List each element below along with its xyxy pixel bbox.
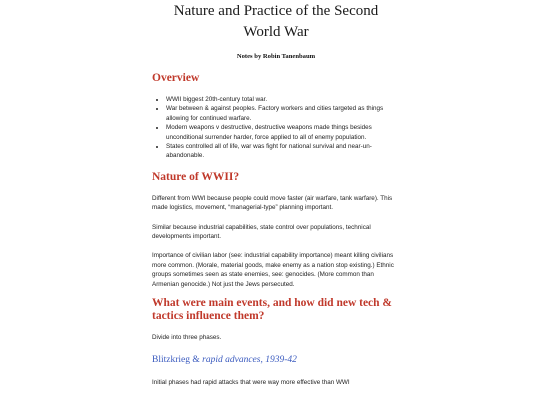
section-heading-events: What were main events, and how did new tech & tactics influence them? — [152, 297, 393, 323]
subheading-ampersand: & — [190, 354, 203, 365]
overview-bullet: • WWII biggest 20th-century total war. — [166, 95, 400, 104]
section-heading-nature: Nature of WWII? — [152, 170, 240, 183]
document-title — [152, 0, 400, 43]
overview-bullet: • States controlled all of life, war was fight for national survival and near-un-abandonable. — [166, 142, 400, 161]
overview-bullet: • War between & against peoples. Factory workers and cities targeted as things allowing for continued warfare. — [166, 104, 400, 123]
document-page — [152, 0, 400, 387]
byline: Notes by Robin Tanenbaum — [236, 53, 316, 60]
subsection-heading-blitzkrieg — [152, 354, 400, 366]
events-intro: Divide into three phases. — [152, 334, 222, 342]
nature-paragraph: Similar because industrial capabilities, state control over populations, technical developments important. — [152, 223, 371, 241]
overview-bullet: • Modern weapons v destructive, destructive weapons made things besides unconditional surrender harder, force applied to all of enemy population. — [166, 123, 400, 142]
overview-bullet-list — [152, 95, 400, 161]
nature-paragraph: Different from WWI because people could move faster (air warfare, tank warfare). This made logistics, movement, “managerial-type” planning important. — [152, 194, 393, 212]
title-line-2: World War — [243, 24, 309, 40]
nature-paragraph: Importance of civilian labor (see: industrial capability importance) meant killing civilians more common. (Morale, material goods, make enemy as a nation stop existing.) Ethnic groups sometimes seen as state enemies, see: genocides. (More common than Armenian genocide.) Not just the Jews persecuted. — [152, 252, 394, 288]
section-heading-overview: Overview — [152, 72, 200, 84]
subheading-part-1: Blitzkrieg — [152, 354, 190, 365]
title-line-1: Nature and Practice of the Second — [173, 3, 379, 19]
blitzkrieg-paragraph: Initial phases had rapid attacks that were way more effective than WWI — [152, 378, 350, 386]
subheading-part-2: rapid advances, 1939-42 — [202, 354, 297, 365]
